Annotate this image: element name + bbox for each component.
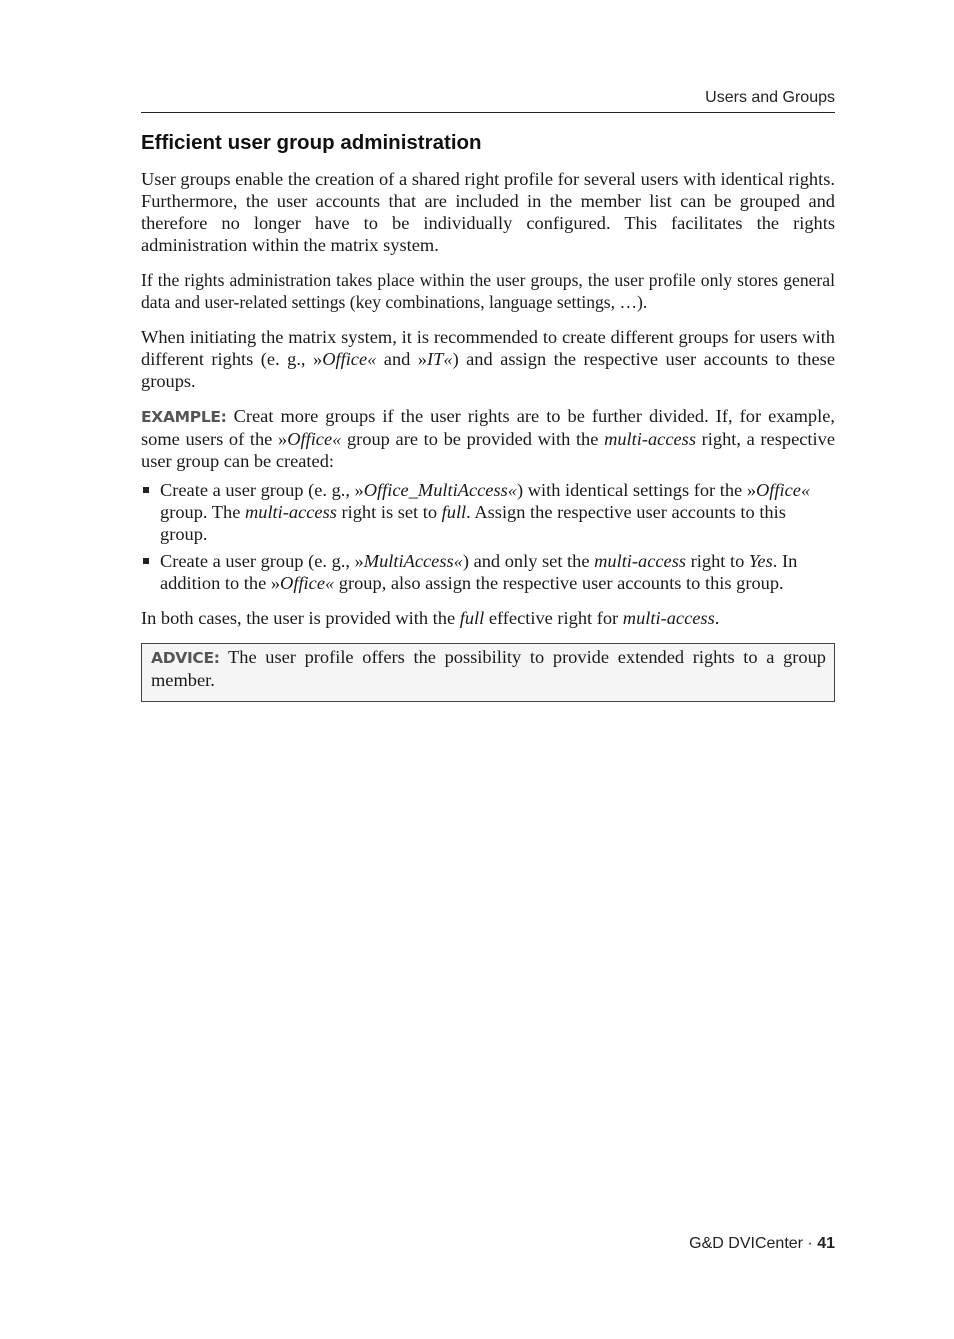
running-footer (141, 1234, 835, 1254)
footer-product: G&D DVICenter · (689, 1235, 818, 1252)
text-run: . Assign the respective user accounts to this group. (160, 502, 786, 544)
text-run: right is set to (336, 502, 442, 522)
bullet-icon (143, 487, 149, 493)
italic-term: IT« (427, 349, 453, 369)
text-run: ) with identical settings for the » (516, 480, 757, 500)
italic-term: multi-access (604, 429, 696, 449)
italic-term: full (441, 502, 467, 522)
text-run: right, a respective user group can be created: (141, 429, 835, 471)
text-run: . In addition to the » (160, 551, 798, 593)
italic-term: Office_MultiAccess« (363, 480, 517, 500)
text-run: and » (376, 349, 427, 369)
advice-label: ADVICE: (151, 649, 220, 667)
italic-term: Yes (748, 551, 773, 571)
page-number: 41 (817, 1235, 835, 1252)
paragraph-profile: If the rights administration takes place within the user groups, the user profile only stores general data and user-related settings (key combinations, language settings, …). (141, 270, 835, 312)
text-run: effective right for (484, 608, 623, 628)
italic-term: Office« (756, 480, 811, 500)
list-item (141, 479, 835, 545)
italic-term: full (459, 608, 485, 628)
page-content (141, 130, 835, 702)
italic-term: multi-access (622, 608, 715, 628)
text-run: Create a user group (e. g., » (160, 480, 364, 500)
paragraph-intro: User groups enable the creation of a shared right profile for several users with identical rights. Furthermore, the user accounts that are included in the member list can be grouped and therefore no longer have to be individually configured. This facilitates the rights administration within the matrix system. (141, 169, 835, 255)
header-text: Users and Groups (705, 89, 835, 106)
bullet-list (141, 479, 835, 594)
running-header (141, 88, 835, 113)
text-run: Create a user group (e. g., » (160, 551, 364, 571)
text-run: . (714, 608, 720, 628)
section-title: Efficient user group administration (141, 131, 482, 154)
italic-term: MultiAccess« (363, 551, 463, 571)
text-run: group, also assign the respective user accounts to this group. (334, 573, 784, 593)
text-run: ) and assign the respective user accounts to these groups. (141, 349, 835, 391)
italic-term: multi-access (244, 502, 337, 522)
advice-box (141, 643, 835, 702)
italic-term: Office« (280, 573, 335, 593)
advice-text: The user profile offers the possibility to provide extended rights to a group member. (151, 647, 826, 690)
text-run: right to (686, 551, 749, 571)
text-run: Creat more groups if the user rights are to be further divided. If, for example, some users of the » (141, 406, 835, 449)
paragraph-recommendation (141, 326, 835, 392)
paragraph-example (141, 405, 835, 472)
text-run: In both cases, the user is provided with the (141, 608, 460, 628)
text-run: When initiating the matrix system, it is recommended to create different groups for users with different rights (e. g., » (141, 327, 835, 369)
example-label: EXAMPLE: (141, 408, 227, 426)
italic-term: Office« (287, 429, 342, 449)
paragraph-conclusion (141, 607, 835, 629)
italic-term: Office« (322, 349, 377, 369)
list-item (141, 550, 835, 594)
text-run: group are to be provided with the (341, 429, 605, 449)
italic-term: multi-access (594, 551, 687, 571)
text-run: ) and only set the (462, 551, 595, 571)
bullet-icon (143, 558, 149, 564)
text-run: group. The (160, 502, 245, 522)
